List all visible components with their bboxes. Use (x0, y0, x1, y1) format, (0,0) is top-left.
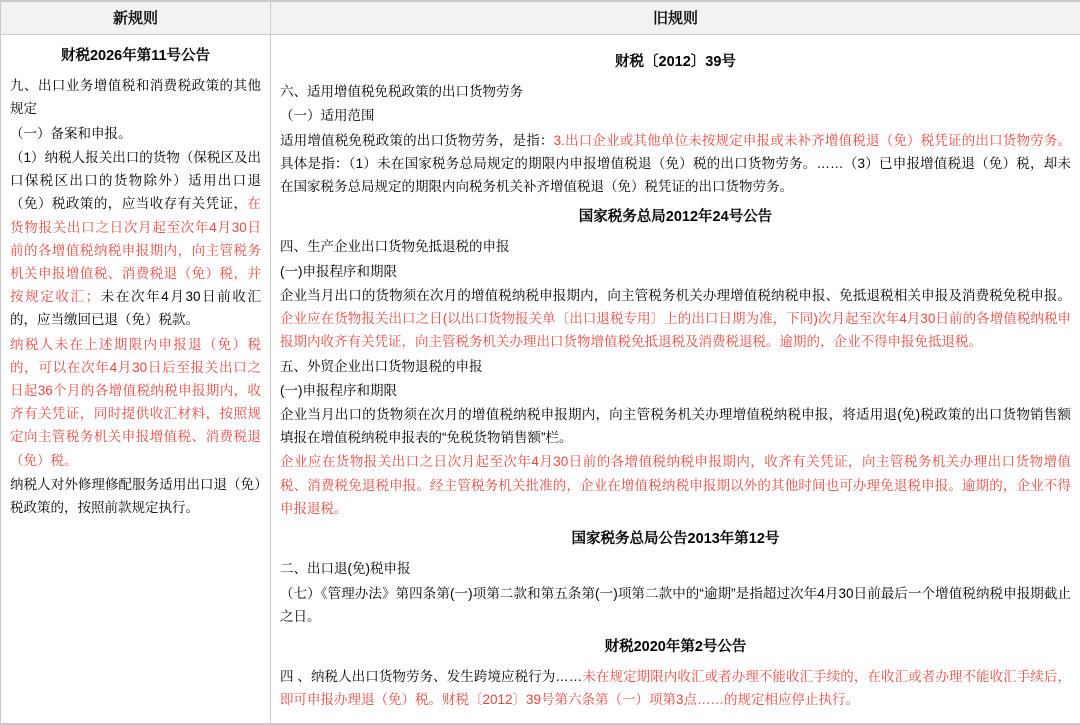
new-p3 (10, 146, 261, 332)
old-p6-run-0: 企业当月出口的货物须在次月的增值税纳税申报期内，向主管税务机关办理增值税纳税申报、免抵退税相关申报及消费税免税申报。 (280, 288, 1071, 303)
new-p4 (10, 333, 261, 472)
new-p3-run-1: 在货物报关出口之日次月起至次年4月30日前的各增值税纳税申报期内，向主管税务机关申报增值税、消费税退（免）税，并按规定收汇； (10, 196, 261, 304)
old-p10-run-0: 企业应在货物报关出口之日次月起至次年4月30日前的各增值税纳税申报期内，收齐有关凭证，向主管税务机关办理出口货物增值税、消费税免退税申报。经主管税务机关批准的，企业在增值税纳税申报期以外的其他时间也可办理免退税申报。逾期的，企业不得申报退税。 (280, 454, 1071, 515)
old-p3-run-2: 具体是指：（1）未在国家税务总局规定的期限内申报增值税退（免）税的出口货物劳务。……（3）已申报增值税退（免）税，却未在国家税务总局规定的期限内向税务机关补齐增值税退（免）税凭证的出口货物劳务。 (280, 156, 1071, 194)
old-p13-run-1: 未在规定期限内收汇或者办理不能收汇手续的，在收汇或者办理不能收汇手续后，即可申报办理退（免）税。财税〔2012〕39号第六条第（一）项第3点……的规定相应停止执行。 (280, 669, 1071, 707)
table-body (1, 35, 1080, 724)
new-p1 (10, 74, 261, 120)
old-p9 (280, 403, 1071, 449)
old-p10 (280, 450, 1071, 520)
old-p13-run-0: 四 、纳税人出口货物劳务、发生跨境应税行为…… (280, 669, 582, 684)
old-p6 (280, 284, 1071, 354)
old-title-1: 财税〔2012〕39号 (280, 51, 1071, 74)
old-p11 (280, 557, 1071, 580)
rules-comparison-table (0, 1, 1080, 724)
table-header-row (1, 2, 1080, 35)
new-p3-run-0: （1）纳税人报关出口的货物（保税区及出口保税区出口的货物除外）适用出口退（免）税政策的，应当收存有关凭证， (10, 150, 261, 211)
old-p7 (280, 355, 1071, 378)
old-p12-run-0: （七）《管理办法》第四条第(一)项第二款和第五条第(一)项第二款中的“逾期”是指超过次年4月30日前最后一个增值税纳税申报期截止之日。 (280, 586, 1071, 624)
table-row (1, 35, 1080, 724)
column-header-new-rules: 新规则 (1, 2, 271, 35)
new-rules-body (10, 74, 261, 519)
old-p4-run-0: 四、生产企业出口货物免抵退税的申报 (280, 239, 510, 254)
old-p2 (280, 104, 1071, 127)
old-p12 (280, 582, 1071, 628)
table-header (1, 2, 1080, 35)
old-title-2: 国家税务总局2012年24号公告 (280, 206, 1071, 229)
old-p8 (280, 379, 1071, 402)
old-p6-run-1: 企业应在货物报关出口之日(以出口货物报关单〔出口退税专用〕上的出口日期为准，下同)次月起至次年4月30日前的各增值税纳税申报期内收齐有关凭证，向主管税务机关办理出口货物增值税免抵退税及消费税退税。 (280, 311, 1071, 349)
new-p5 (10, 473, 261, 519)
old-p8-run-0: (一)申报程序和期限 (280, 383, 397, 398)
new-p3-run-2: 未在次年4月30日前收汇的，应当缴回已退（免）税款。 (10, 289, 261, 327)
new-p1-run-0: 九、出口业务增值税和消费税政策的其他规定 (10, 78, 261, 116)
old-p2-run-0: （一）适用范围 (280, 108, 375, 123)
old-title-4: 财税2020年第2号公告 (280, 636, 1071, 659)
old-p9-run-0: 企业当月出口的货物须在次月的增值税纳税申报期内，向主管税务机关办理增值税纳税申报，将适用退(免)税政策的出口货物销售额填报在增值税纳税申报表的“免税货物销售额”栏。 (280, 407, 1071, 445)
old-rules-body (280, 51, 1071, 712)
new-rules-title: 财税2026年第11号公告 (10, 45, 261, 68)
old-p4 (280, 235, 1071, 258)
old-p7-run-0: 五、外贸企业出口货物退税的申报 (280, 359, 483, 374)
old-p3-run-0: 适用增值税免税政策的出口货物劳务，是指： (280, 133, 554, 148)
old-p6-run-2: 逾期的，企业不得申报免抵退税。 (780, 334, 983, 349)
old-p3 (280, 129, 1071, 199)
new-rules-cell (1, 35, 271, 724)
old-p5-run-0: (一)申报程序和期限 (280, 264, 397, 279)
old-p11-run-0: 二、出口退(免)税申报 (280, 561, 411, 576)
old-title-3: 国家税务总局公告2013年第12号 (280, 528, 1071, 551)
old-p5 (280, 260, 1071, 283)
old-p1 (280, 80, 1071, 103)
new-p2-run-0: （一）备案和申报。 (10, 126, 132, 141)
new-p4-run-0: 纳税人未在上述期限内申报退（免）税的，可以在次年4月30日后至报关出口之日起36个月的各增值税纳税申报期内，收齐有关凭证，同时提供收汇材料，按照规定向主管税务机关申报增值税、消费税退（免）税。 (10, 337, 261, 468)
old-p1-run-0: 六、适用增值税免税政策的出口货物劳务 (280, 84, 523, 99)
old-rules-cell (271, 35, 1080, 724)
column-header-old-rules: 旧规则 (271, 2, 1080, 35)
old-p13 (280, 665, 1071, 711)
new-p2 (10, 122, 261, 145)
old-p3-run-1: 3.出口企业或其他单位未按规定申报或未补齐增值税退（免）税凭证的出口货物劳务。 (554, 133, 1071, 148)
new-p5-run-0: 纳税人对外修理修配服务适用出口退（免）税政策的，按照前款规定执行。 (10, 477, 261, 515)
